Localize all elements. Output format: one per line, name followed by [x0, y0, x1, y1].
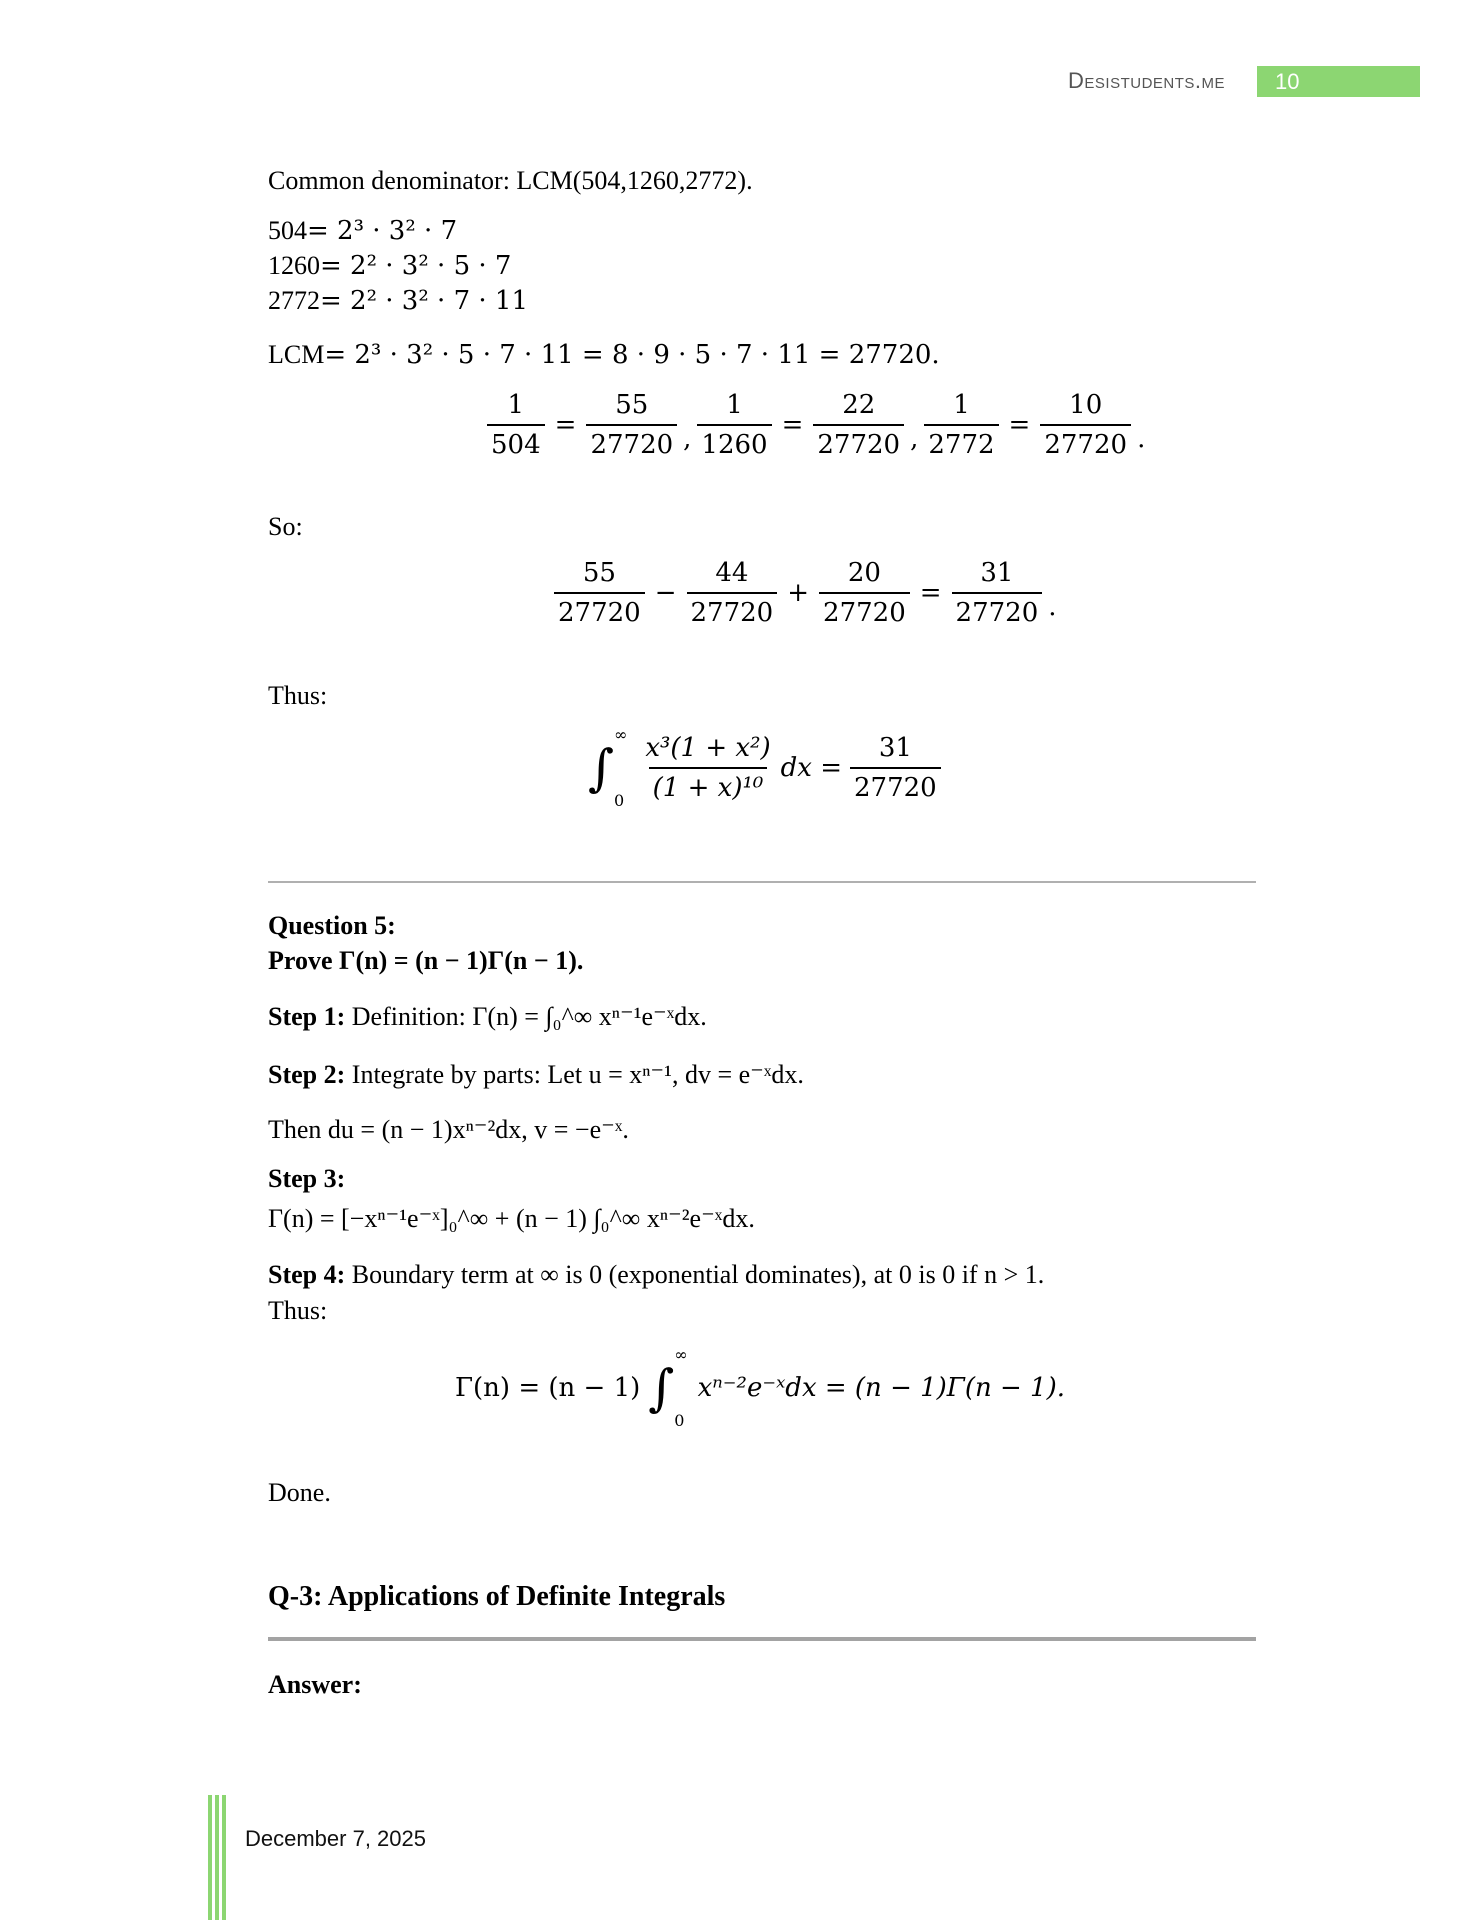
step-text: Boundary term at ∞ is 0 (exponential dominates), at 0 is 0 if n > 1.: [351, 1260, 1045, 1289]
thus-label: Thus:: [268, 681, 328, 710]
step-text: Definition: Γ(n) = ∫₀^∞ xⁿ⁻¹e⁻ˣdx.: [351, 1002, 707, 1031]
step-text: Integrate by parts: Let u = xⁿ⁻¹, dv = e⁻ˣdx.: [351, 1060, 804, 1089]
step-2: [268, 1060, 804, 1090]
page-number-badge: 10: [1257, 66, 1420, 97]
site-name: Desistudents.me: [1068, 68, 1226, 93]
lcm-label: LCM: [268, 340, 325, 369]
factorization-1260: [268, 251, 511, 281]
final-equation: [455, 1346, 1065, 1430]
fraction: $\frac{22}{27720}$: [813, 390, 904, 460]
integral-sign: ∫ ∞ 0: [588, 725, 628, 810]
factorization-504: [268, 216, 457, 246]
integral-lower-limit: 0: [614, 791, 625, 810]
factorization-expr: = 2² · 3² · 5 · 7: [320, 251, 512, 281]
fraction: $\frac{1}{504}$: [487, 390, 545, 460]
fraction: $\frac{55}{27720}$: [586, 390, 677, 460]
lcm-intro: Common denominator: LCM(504,1260,2772).: [268, 166, 753, 195]
integrand: $\frac{\text{x³(1 + x²)}}{\text{(1 + x)¹⁰}}$: [645, 733, 771, 803]
done-text: Done.: [268, 1478, 331, 1507]
fraction: $\frac{44}{27720}$: [687, 558, 778, 628]
q3-heading: Q-3: Applications of Definite Integrals: [268, 1581, 726, 1612]
step-1: [268, 1002, 707, 1032]
footer-accent-bars: [208, 1795, 226, 1920]
fraction: $\frac{31}{27720}$: [850, 733, 941, 803]
so-label: So:: [268, 512, 303, 541]
fraction: $\frac{20}{27720}$: [819, 558, 910, 628]
step-label: Step 1:: [268, 1002, 346, 1031]
step-4: [268, 1260, 1044, 1290]
factorization-number: 1260: [268, 251, 320, 280]
integral-upper-limit: ∞: [614, 725, 628, 744]
step-label: Step 2:: [268, 1060, 346, 1089]
factorization-2772: [268, 286, 528, 316]
answer-label: Answer:: [268, 1670, 362, 1699]
factorization-number: 504: [268, 216, 307, 245]
sum-equation: $\frac{55}{27720}$ − $\frac{44}{27720}$ + $\frac{20}{27720}$ = $\frac{31}{27720}$ .: [550, 558, 1059, 628]
factorization-expr: = 2³ · 3² · 7: [307, 216, 458, 246]
differential: dx =: [780, 753, 843, 783]
footer-date: December 7, 2025: [245, 1826, 426, 1851]
fraction: $\frac{1}{2772}$: [924, 390, 998, 460]
integral-upper-limit: ∞: [674, 1345, 688, 1364]
step-label: Step 4:: [268, 1260, 346, 1289]
fraction: $\frac{10}{27720}$: [1040, 390, 1131, 460]
integral-lower-limit: 0: [674, 1411, 685, 1430]
question-prove: Prove Γ(n) = (n − 1)Γ(n − 1).: [268, 946, 584, 975]
step-2-then: Then du = (n − 1)xⁿ⁻²dx, v = −e⁻ˣ.: [268, 1115, 629, 1144]
fraction-conversions: $\frac{1}{504}$ = $\frac{55}{27720}$ , $\frac{1}{1260}$ = $\frac{22}{27720}$ , $\frac{1}{2772}$ = $\frac{10}{27720}$ .: [483, 390, 1147, 460]
fraction: $\frac{31}{27720}$: [952, 558, 1043, 628]
lcm-expression: = 2³ · 3² · 5 · 7 · 11 = 8 · 9 · 5 · 7 · 11 = 27720.: [324, 340, 940, 370]
question-title: Question 5:: [268, 911, 396, 940]
fraction: $\frac{55}{27720}$: [554, 558, 645, 628]
integral-equation: [588, 726, 945, 810]
final-lhs: Γ(n) = (n − 1): [455, 1373, 641, 1403]
final-rhs: xⁿ⁻²e⁻ˣdx = (n − 1)Γ(n − 1).: [697, 1373, 1065, 1403]
step-4-thus: Thus:: [268, 1296, 328, 1325]
lcm-result: [268, 340, 940, 370]
heading-underline: [268, 1637, 1256, 1641]
step-3: Γ(n) = [−xⁿ⁻¹e⁻ˣ]₀^∞ + (n − 1) ∫₀^∞ xⁿ⁻²e⁻ˣdx.: [268, 1204, 755, 1233]
fraction: $\frac{1}{1260}$: [697, 390, 771, 460]
integral-sign: ∫ ∞ 0: [648, 1345, 688, 1430]
factorization-number: 2772: [268, 286, 320, 315]
section-divider: [268, 881, 1256, 883]
step-3-label: Step 3:: [268, 1164, 346, 1193]
factorization-expr: = 2² · 3² · 7 · 11: [320, 286, 528, 316]
